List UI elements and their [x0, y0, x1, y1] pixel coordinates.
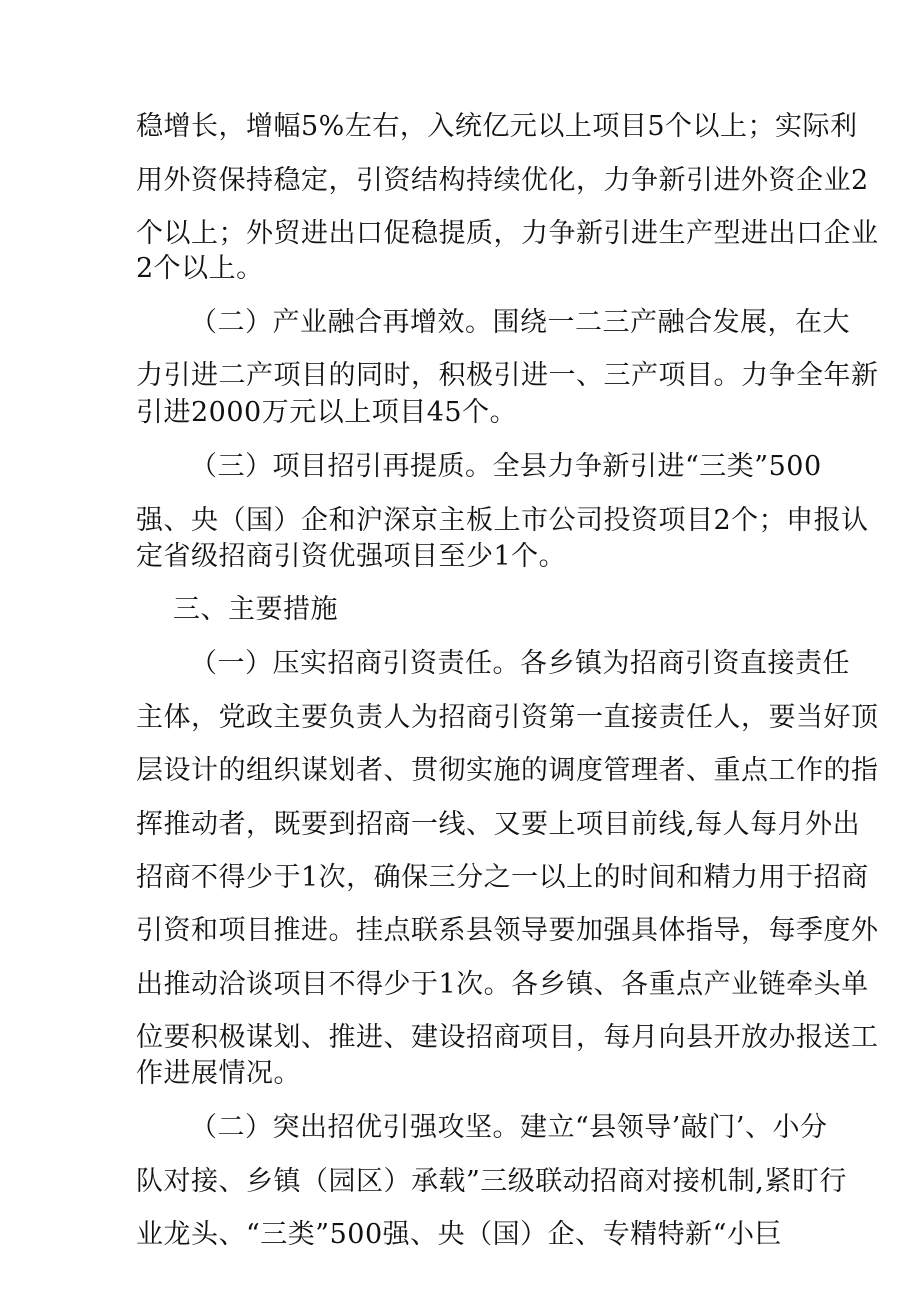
section-heading: 三、主要措施 [173, 594, 338, 625]
text-line: 个以上；外贸进出口促稳提质，力争新引进生产型进出口企业 [136, 218, 879, 249]
text-line: 强、央（国）企和沪深京主板上市公司投资项目2个；申报认 [136, 505, 869, 536]
text-line: 出推动洽谈项目不得少于1次。各乡镇、各重点产业链牵头单 [136, 969, 869, 1000]
text-line: 作进展情况。 [136, 1058, 301, 1089]
text-line: 用外资保持稳定，引资结构持续优化，力争新引进外资企业2 [136, 165, 869, 196]
text-line: 位要积极谋划、推进、建设招商项目，每月向县开放办报送工 [136, 1022, 879, 1053]
paragraph-heading-line: （二）产业融合再增效。围绕一二三产融合发展，在大 [190, 307, 850, 338]
text-line: 层设计的组织谋划者、贯彻实施的调度管理者、重点工作的指 [136, 755, 879, 786]
text-line: 挥推动者，既要到招商一线、又要上项目前线,每人每月外出 [136, 809, 861, 840]
paragraph-heading-line: （二）突出招优引强攻坚。建立“县领导’敲门’、小分 [190, 1112, 828, 1143]
text-line: 队对接、乡镇（园区）承载”三级联动招商对接机制,紧盯行 [136, 1166, 847, 1197]
text-line: 主体，党政主要负责人为招商引资第一直接责任人，要当好顶 [136, 702, 879, 733]
text-line: 稳增长，增幅5%左右，入统亿元以上项目5个以上；实际利 [136, 111, 858, 142]
text-line: 业龙头、“三类”500强、央（国）企、专精特新“小巨 [136, 1219, 782, 1250]
text-line: 2个以上。 [136, 253, 264, 284]
text-line: 引进2000万元以上项目45个。 [136, 397, 518, 428]
text-line: 定省级招商引资优强项目至少1个。 [136, 541, 567, 572]
paragraph-heading-line: （一）压实招商引资责任。各乡镇为招商引资直接责任 [190, 648, 850, 679]
paragraph-heading-line: （三）项目招引再提质。全县力争新引进“三类”500 [190, 451, 822, 482]
text-line: 力引进二产项目的同时，积极引进一、三产项目。力争全年新 [136, 360, 879, 391]
text-line: 引资和项目推进。挂点联系县领导要加强具体指导，每季度外 [136, 915, 879, 946]
text-line: 招商不得少于1次，确保三分之一以上的时间和精力用于招商 [136, 862, 869, 893]
